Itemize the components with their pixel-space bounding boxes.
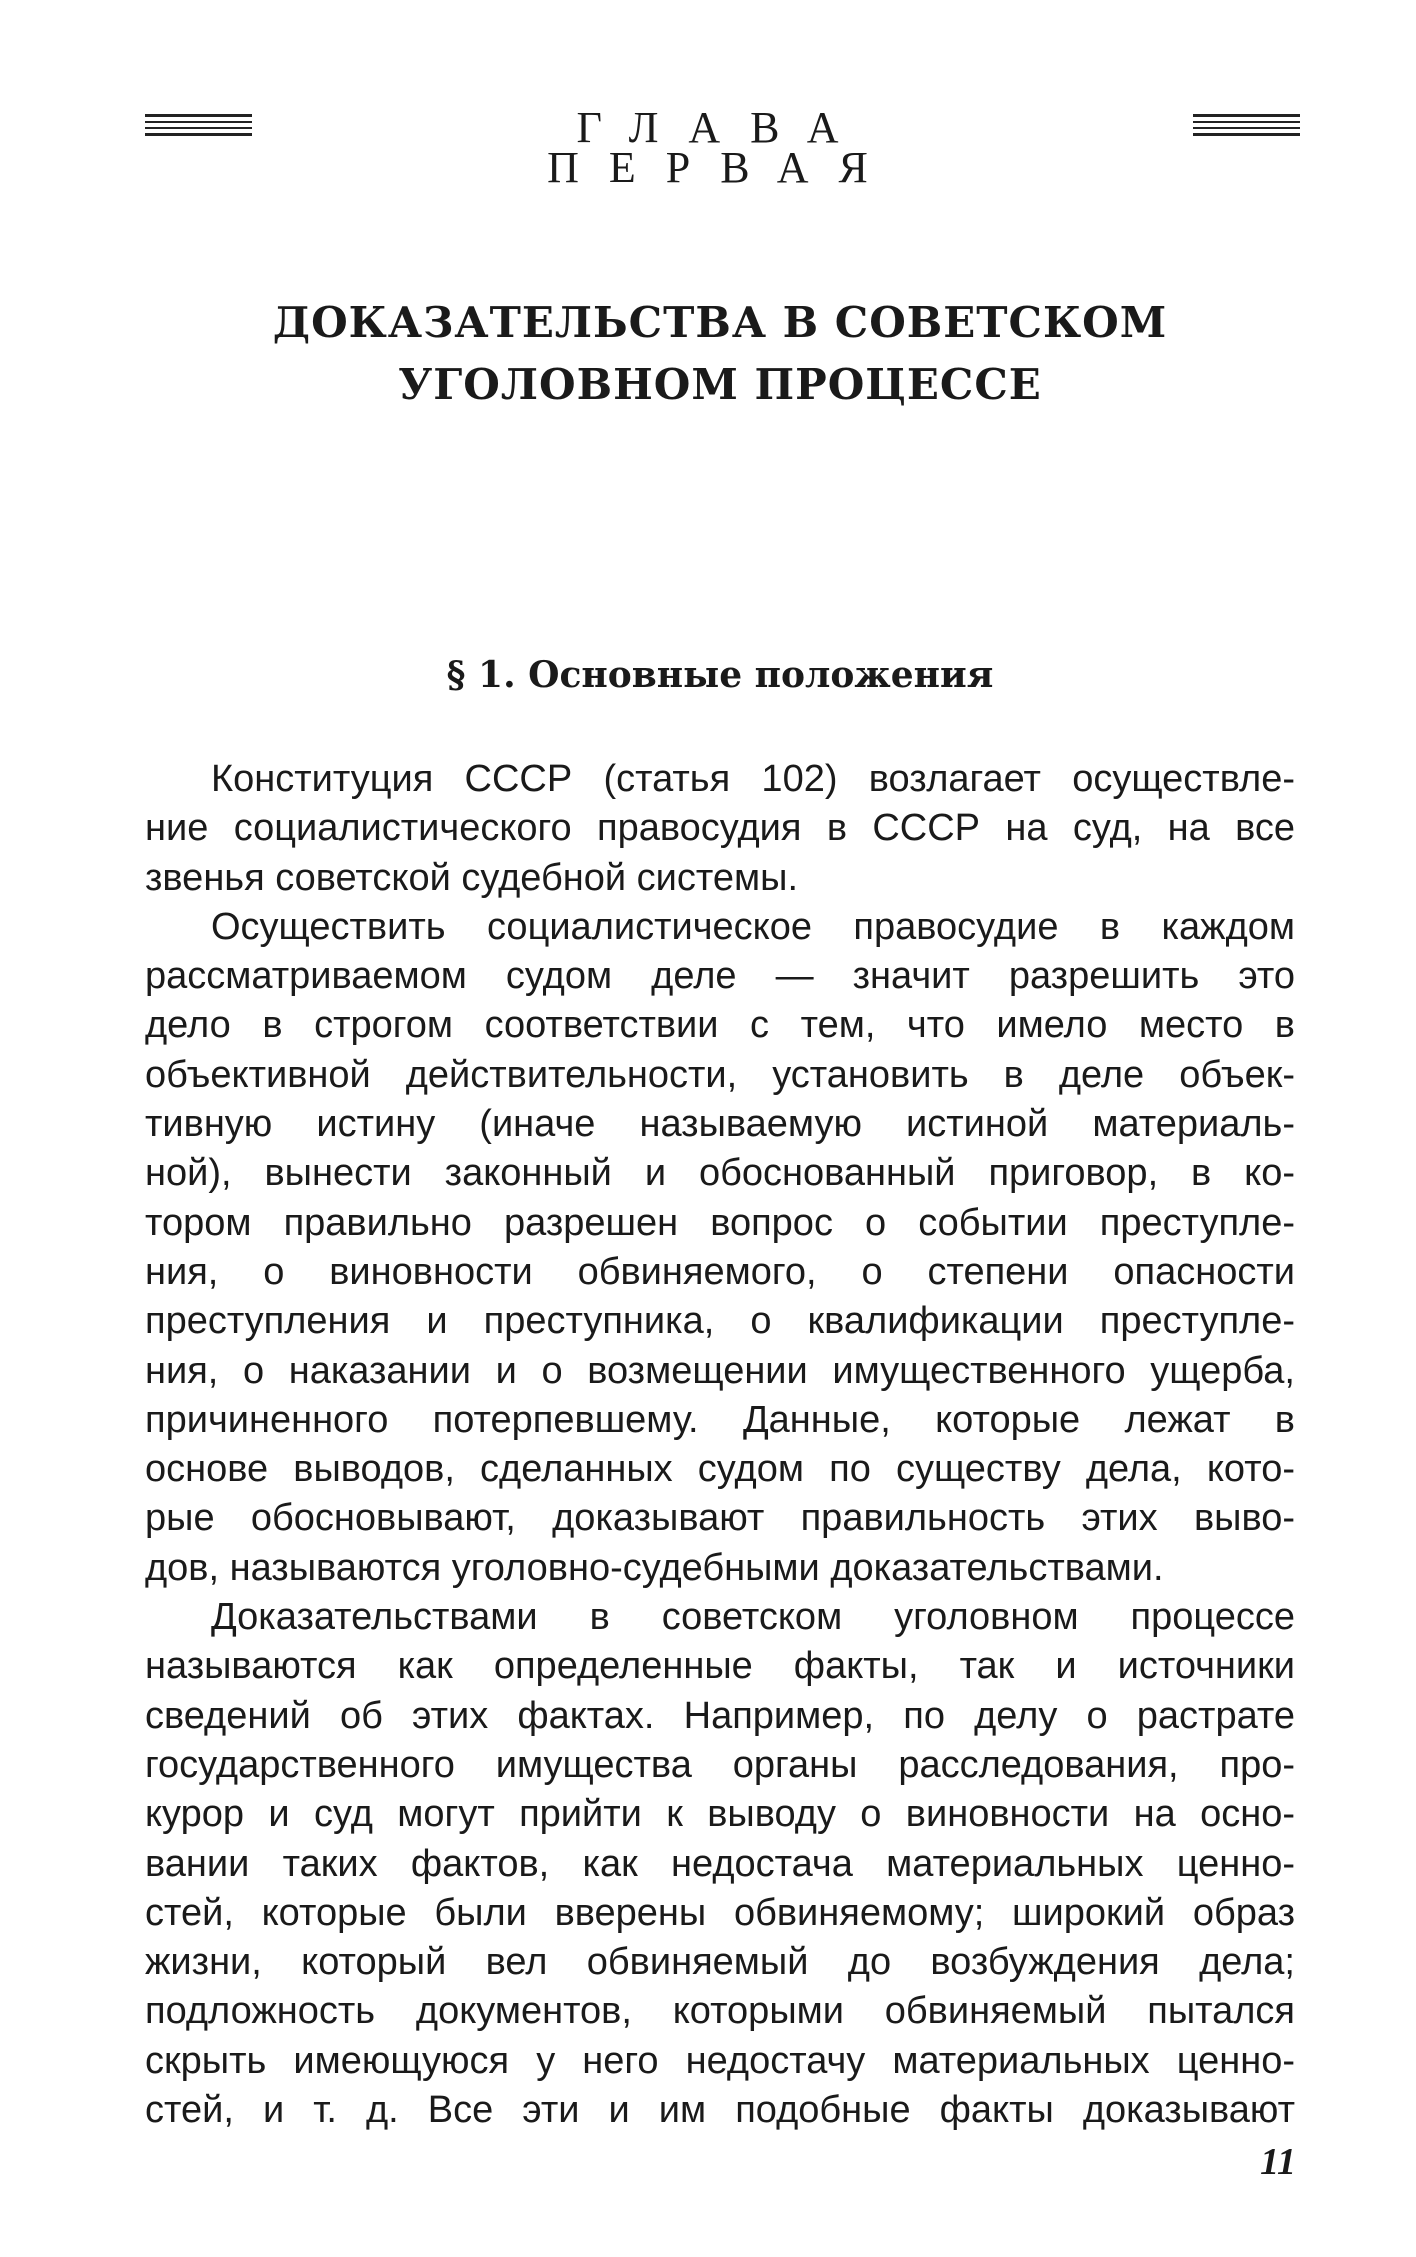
text-line: стей, и т. д. Все эти и им подобные факты доказывают	[145, 2089, 1295, 2132]
chapter-title-line-2: УГОЛОВНОМ ПРОЦЕССЕ	[398, 360, 1042, 409]
body-text	[145, 755, 1295, 2135]
paragraph-1	[145, 755, 1295, 903]
text-line: тивную истину (иначе называемую истиной материаль-	[145, 1103, 1295, 1146]
chapter-header	[145, 103, 1300, 192]
text-line: подложность документов, которыми обвиняемый пытался	[145, 1990, 1295, 2033]
text-line: основе выводов, сделанных судом по существу дела, кото-	[145, 1448, 1295, 1491]
text-line: причиненного потерпевшему. Данные, которые лежат в	[145, 1398, 1295, 1441]
page-number: 11	[1260, 2141, 1296, 2183]
text-line: жизни, который вел обвиняемый до возбуждения дела;	[145, 1941, 1295, 1984]
paragraph-2	[145, 903, 1295, 1593]
text-line: ние социалистического правосудия в СССР на суд, на все	[145, 807, 1295, 850]
text-line: ния, о виновности обвиняемого, о степени опасности	[145, 1250, 1295, 1293]
text-line: ния, о наказании и о возмещении имущественного ущерба,	[145, 1349, 1295, 1392]
section-heading: § 1. Основные положения	[446, 654, 994, 696]
text-line: тором правильно разрешен вопрос о событии преступле-	[145, 1201, 1295, 1244]
text-line: курор и суд могут прийти к выводу о виновности на осно-	[145, 1793, 1295, 1836]
text-line: Осуществить социалистическое правосудие в каждом	[211, 905, 1295, 948]
text-line: объективной действительности, установить в деле объек-	[145, 1053, 1295, 1096]
text-line: государственного имущества органы расследования, про-	[145, 1743, 1295, 1786]
text-line: ной), вынести законный и обоснованный приговор, в ко-	[145, 1152, 1295, 1195]
text-line: вании таких фактов, как недостача материальных ценно-	[145, 1842, 1295, 1885]
ornament-rule-left	[145, 114, 252, 142]
text-line: Конституция СССР (статья 102) возлагает осуществле-	[211, 758, 1295, 800]
text-line: рассматриваемом судом деле — значит разрешить это	[145, 955, 1295, 998]
chapter-title	[180, 292, 1260, 416]
paragraph-3	[145, 1593, 1295, 2135]
text-line: дело в строгом соответствии с тем, что имело место в	[145, 1004, 1295, 1047]
text-line: рые обосновывают, доказывают правильность этих выво-	[145, 1497, 1295, 1540]
text-line: сведений об этих фактах. Например, по делу о растрате	[145, 1694, 1295, 1737]
text-line: Доказательствами в советском уголовном процессе	[211, 1596, 1295, 1639]
text-line: дов, называются уголовно-судебными доказательствами.	[145, 1546, 1164, 1589]
chapter-title-line-1: ДОКАЗАТЕЛЬСТВА В СОВЕТСКОМ	[272, 298, 1168, 347]
text-line: преступления и преступника, о квалификации преступле-	[145, 1300, 1295, 1343]
text-line: называются как определенные факты, так и источники	[145, 1645, 1295, 1688]
chapter-label: ГЛАВА ПЕРВАЯ	[547, 103, 898, 192]
ornament-rule-right	[1193, 114, 1300, 142]
text-line: скрыть имеющуюся у него недостачу материальных ценно-	[145, 2039, 1295, 2082]
text-line: стей, которые были вверены обвиняемому; широкий образ	[145, 1891, 1295, 1934]
text-line: звенья советской судебной системы.	[145, 856, 798, 899]
